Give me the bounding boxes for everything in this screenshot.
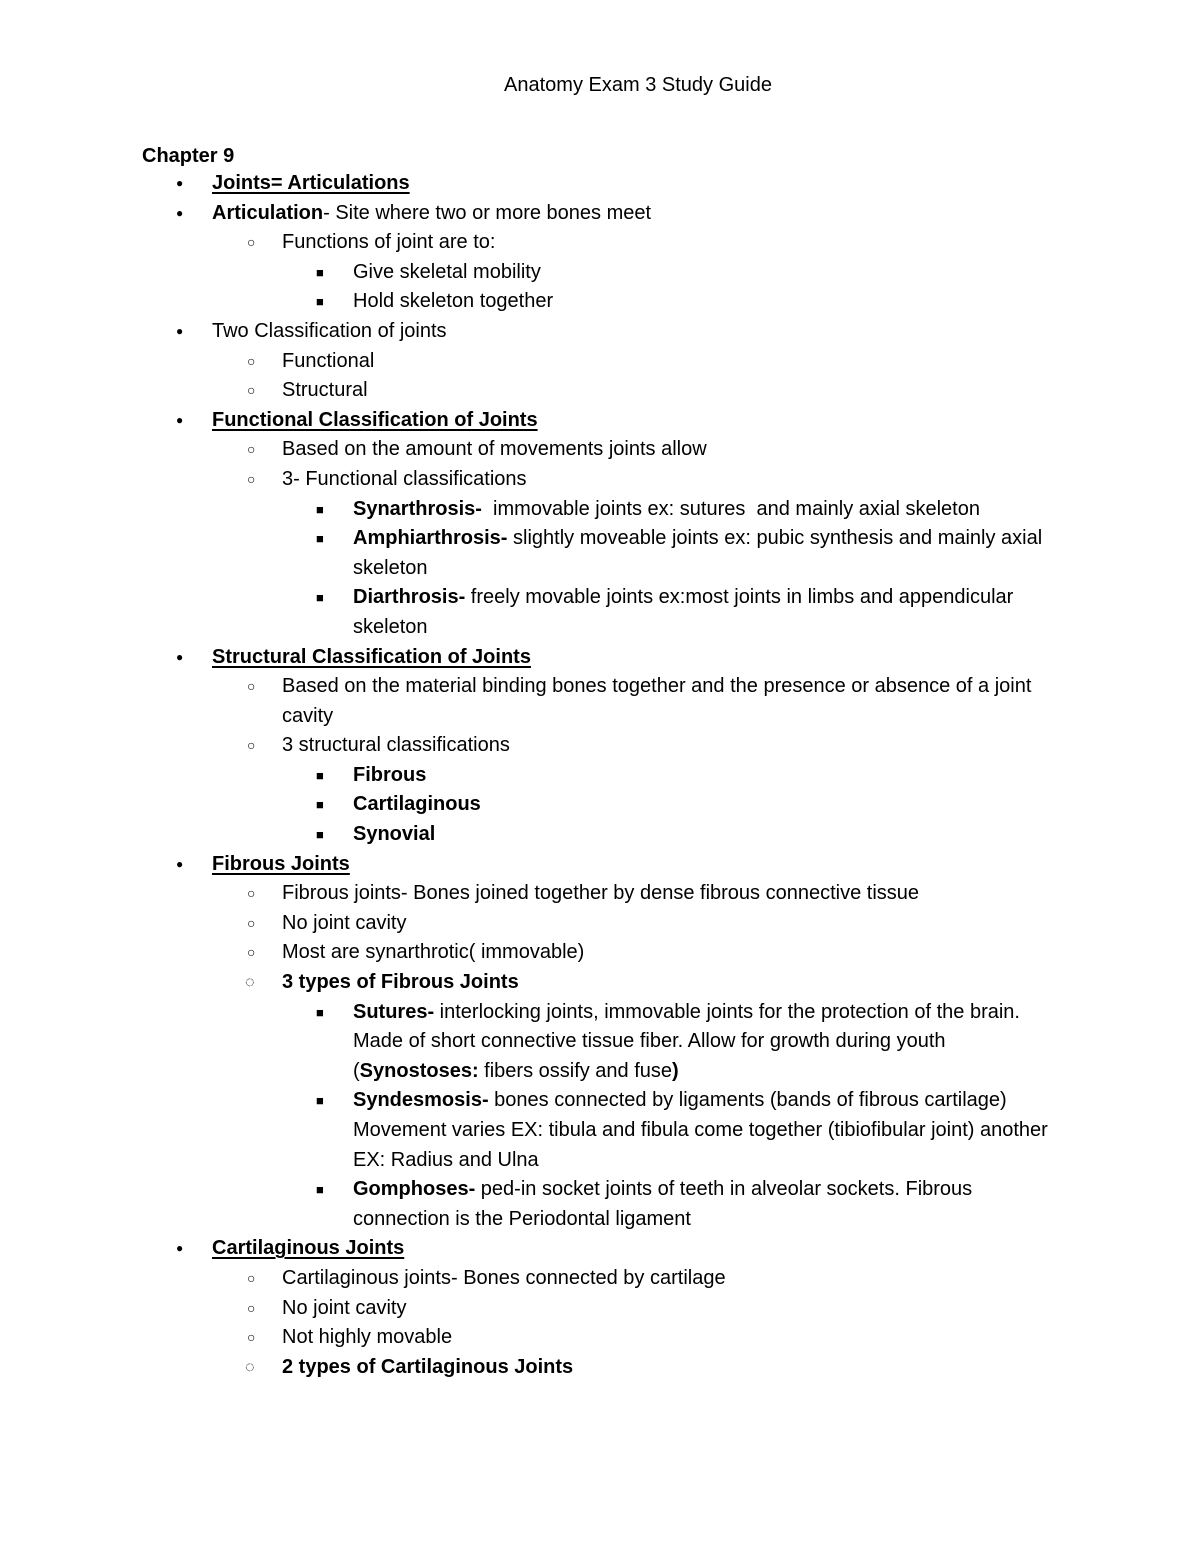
outline-item-level-3 [0,583,1200,642]
item-text: slightly moveable joints ex: pubic synthesis and mainly axial skeleton [353,527,1048,579]
outline-item-level-3 [0,790,1200,820]
item-term: Diarthrosis- [353,586,466,609]
outline-item-level-2 [0,909,1200,939]
item-term: Structural Classification of Joints [212,645,531,668]
outline-item-level-2 [0,435,1200,465]
disc-bullet-icon: ● [176,1241,184,1256]
square-bullet-icon: ■ [316,264,324,280]
item-text: Functional [282,349,375,372]
circle-bullet-icon: ○ [247,470,256,487]
outline-item-level-3 [0,761,1200,791]
item-term: Articulation [212,201,324,224]
disc-bullet-icon: ● [176,412,184,427]
circle-bullet-icon: ○ [247,885,256,902]
item-text: bones connected by ligaments (bands of fibrous cartilage) Movement varies EX: tibula and fibula come together (tibiofibular joint) another EX: Radius and Ulna [353,1089,1054,1171]
circle-bullet-icon: ○ [247,441,256,458]
outline-item-level-2 [0,1264,1200,1294]
outline-item-level-2 [0,1294,1200,1324]
item-term: 2 types of Cartilaginous Joints [282,1355,574,1378]
outline-item-level-3 [0,258,1200,288]
square-bullet-icon: ■ [316,531,324,547]
dotted-circle-bullet-icon: ◌ [245,1358,254,1376]
disc-bullet-icon: ● [176,323,184,338]
item-term: Cartilaginous [353,793,481,816]
outline-item-level-3 [0,1086,1200,1175]
item-text: Hold skeleton together [353,290,554,313]
outline-item-level-2 [0,879,1200,909]
outline-item-level-1 [0,406,1200,436]
outline-list [0,169,1200,1382]
square-bullet-icon: ■ [316,827,324,843]
disc-bullet-icon: ● [176,649,184,664]
square-bullet-icon: ■ [316,294,324,310]
outline-item-level-2 [0,731,1200,761]
square-bullet-icon: ■ [316,767,324,783]
outline-item-level-3 [0,287,1200,317]
item-text: interlocking joints, immovable joints for the protection of the brain. Made of short connective tissue fiber. Allow for growth during youth ( [353,1000,1026,1082]
outline-item-level-3 [0,495,1200,525]
disc-bullet-icon: ● [176,205,184,220]
square-bullet-icon: ■ [316,1093,324,1109]
circle-bullet-icon: ○ [247,1299,256,1316]
item-term: Synarthrosis- [353,497,482,520]
item-text: - Site where two or more bones meet [323,201,652,224]
item-term: Fibrous [353,763,427,786]
outline-item-level-2 [0,465,1200,495]
outline-item-level-2 [0,228,1200,258]
circle-bullet-icon: ○ [247,234,256,251]
item-text: Two Classification of joints [212,319,447,342]
outline-item-level-2 [0,1323,1200,1353]
item-text: No joint cavity [282,1296,407,1319]
item-text: Functions of joint are to: [282,231,496,254]
item-text: Fibrous joints- Bones joined together by dense fibrous connective tissue [282,882,920,905]
outline-item-level-3 [0,524,1200,583]
circle-bullet-icon: ○ [247,914,256,931]
outline-item-level-1 [0,850,1200,880]
item-term: Cartilaginous Joints [212,1237,405,1260]
dotted-circle-bullet-icon: ◌ [245,974,254,992]
item-text: No joint cavity [282,911,407,934]
outline-item-level-3 [0,998,1200,1087]
square-bullet-icon: ■ [316,797,324,813]
outline-item-level-2 [0,672,1200,731]
item-term: Synovial [353,823,436,846]
item-text: Give skeletal mobility [353,260,541,283]
item-term-closing: ) [672,1059,679,1082]
circle-bullet-icon: ○ [247,944,256,961]
outline-item-level-2 [0,347,1200,377]
item-text: Based on the amount of movements joints allow [282,438,707,461]
item-term: Joints= Articulations [212,172,410,194]
item-text: 3 structural classifications [282,734,510,757]
item-text: Cartilaginous joints- Bones connected by cartilage [282,1266,726,1289]
outline-item-level-1 [0,169,1200,199]
item-text: Based on the material binding bones together and the presence or absence of a joint cavity [282,675,1037,727]
outline-item-level-2 [0,376,1200,406]
item-term-secondary: Synostoses: [359,1059,479,1082]
item-text: freely movable joints ex:most joints in limbs and appendicular skeleton [353,586,1019,638]
square-bullet-icon: ■ [316,501,324,517]
outline-item-level-2 [0,1353,1200,1383]
item-term: Syndesmosis- [353,1089,489,1112]
document-title: Anatomy Exam 3 Study Guide [504,74,772,96]
outline-item-level-1 [0,199,1200,229]
circle-bullet-icon: ○ [247,352,256,369]
item-term: Functional Classification of Joints [212,408,538,431]
circle-bullet-icon: ○ [247,1269,256,1286]
circle-bullet-icon: ○ [247,1329,256,1346]
item-term: Sutures- [353,1000,435,1023]
disc-bullet-icon: ● [176,176,184,190]
outline-item-level-1 [0,643,1200,673]
item-term: 3 types of Fibrous Joints [282,971,519,994]
outline-item-level-3 [0,820,1200,850]
outline-item-level-1 [0,317,1200,347]
item-text: ped-in socket joints of teeth in alveolar sockets. Fibrous connection is the Periodontal ligament [353,1178,978,1230]
disc-bullet-icon: ● [176,856,184,871]
item-term: Gomphoses- [353,1178,476,1201]
circle-bullet-icon: ○ [247,678,256,695]
item-text: 3- Functional classifications [282,467,527,490]
square-bullet-icon: ■ [316,590,324,606]
item-term: Fibrous Joints [212,852,350,875]
chapter-heading: Chapter 9 [142,145,235,167]
item-text: immovable joints ex: sutures and mainly axial skeleton [481,497,980,520]
outline-item-level-2 [0,938,1200,968]
circle-bullet-icon: ○ [247,737,256,754]
outline-item-level-2 [0,968,1200,998]
outline-item-level-3 [0,1175,1200,1234]
item-text: Not highly movable [282,1326,453,1349]
square-bullet-icon: ■ [316,1004,324,1020]
item-text: Structural [282,379,368,402]
square-bullet-icon: ■ [316,1182,324,1198]
item-term: Amphiarthrosis- [353,527,508,550]
item-text: Most are synarthrotic( immovable) [282,941,585,964]
outline-item-level-1 [0,1234,1200,1264]
circle-bullet-icon: ○ [247,382,256,399]
item-text-secondary: fibers ossify and fuse [478,1059,673,1082]
